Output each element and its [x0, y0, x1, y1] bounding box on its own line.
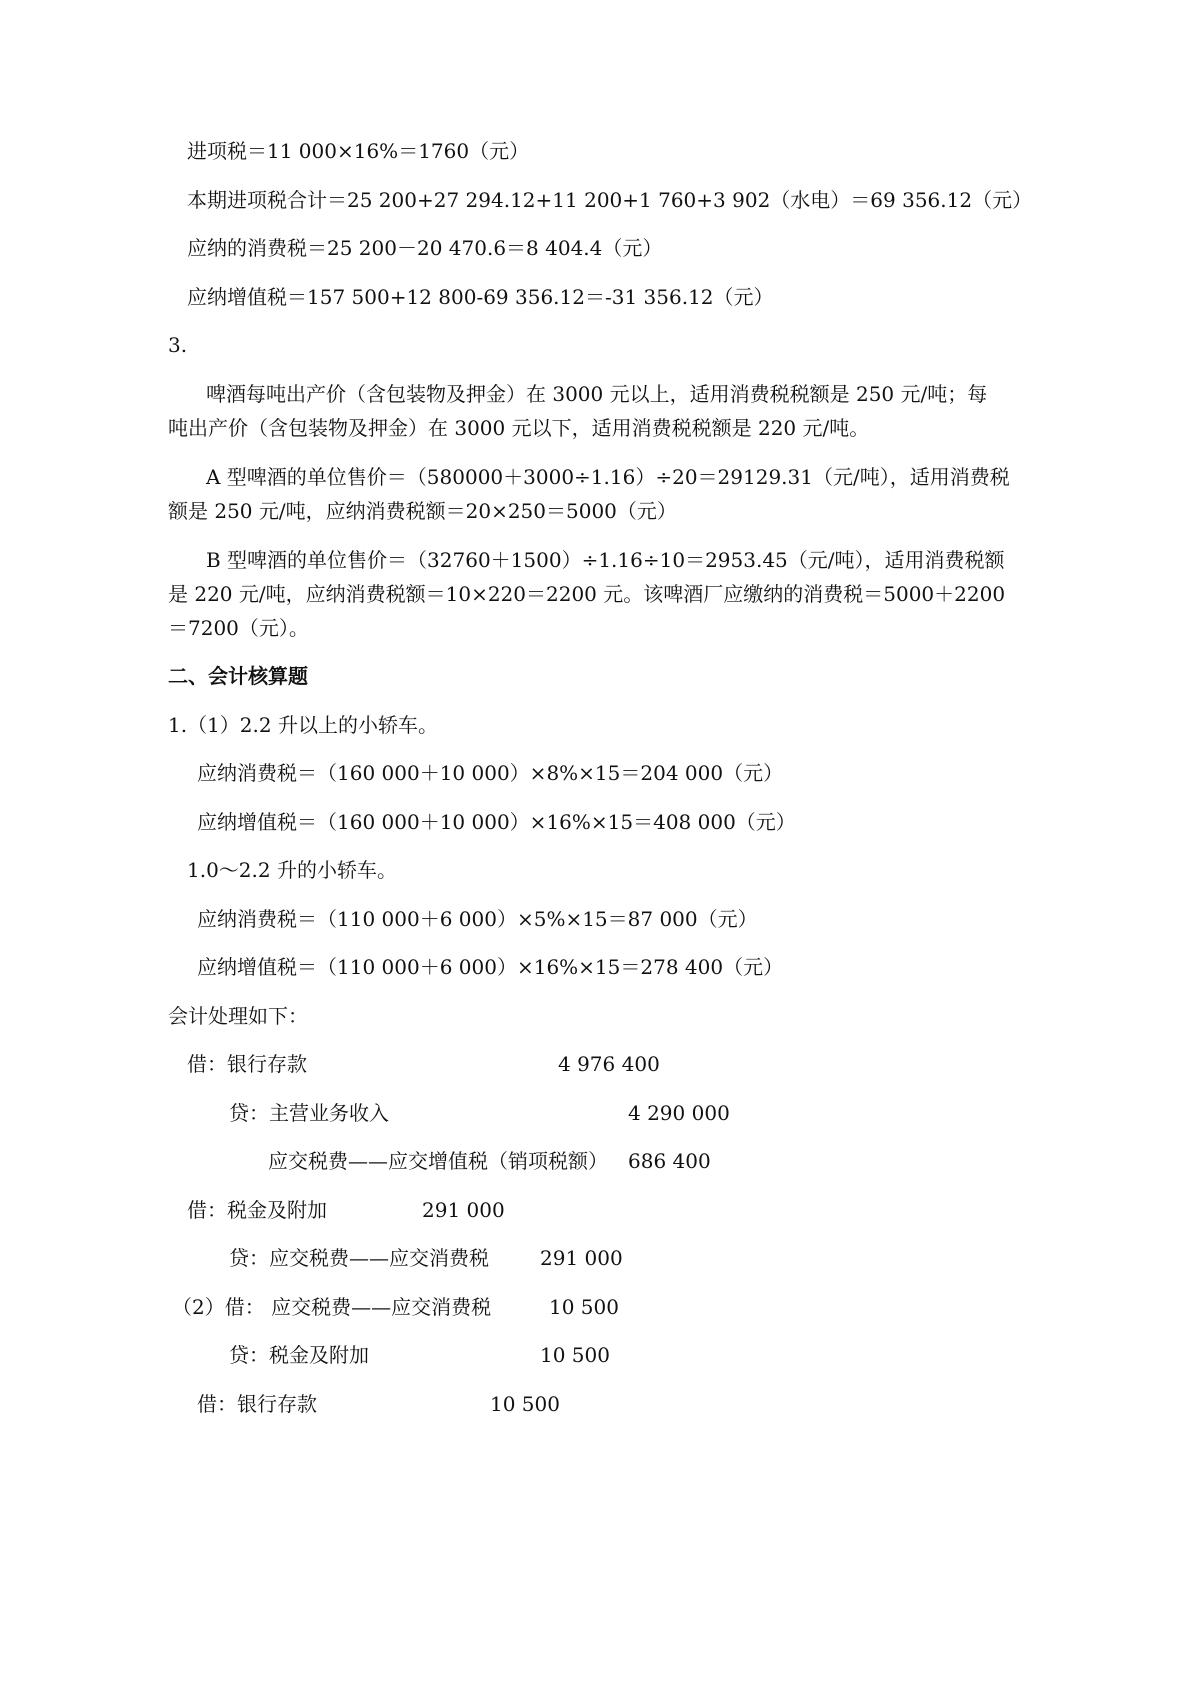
text-line: 应纳的消费税＝25 200－20 470.6＝8 404.4（元） — [187, 236, 663, 260]
entry-label: 贷：主营业务收入 — [229, 1101, 389, 1125]
text-line: 1.（1）2.2 升以上的小轿车。 — [168, 713, 438, 737]
section-number: 3. — [168, 333, 188, 357]
text-line: 啤酒每吨出产价（含包装物及押金）在 3000 元以上，适用消费税税额是 250 元/吨；每 — [206, 382, 988, 406]
entry-amount: 10 500 — [549, 1295, 619, 1319]
section-heading: 二、会计核算题 — [168, 664, 308, 688]
text-line: A 型啤酒的单位售价＝（580000＋3000÷1.16）÷20＝29129.31（元/吨），适用消费税 — [206, 465, 1010, 489]
text-line: 1.0～2.2 升的小轿车。 — [187, 858, 397, 882]
entry-label: 应交税费——应交增值税（销项税额） — [268, 1149, 608, 1173]
entry-amount: 10 500 — [490, 1392, 560, 1416]
text-line: B 型啤酒的单位售价＝（32760＋1500）÷1.16÷10＝2953.45（元/吨），适用消费税额 — [206, 548, 1005, 572]
text-line: 本期进项税合计＝25 200+27 294.12+11 200+1 760+3 902（水电）＝69 356.12（元） — [187, 188, 1033, 212]
text-line: 额是 250 元/吨，应纳消费税额＝20×250＝5000（元） — [168, 499, 677, 523]
text-line: 进项税＝11 000×16%＝1760（元） — [187, 139, 530, 163]
entry-amount: 4 290 000 — [628, 1101, 730, 1125]
text-line: ＝7200（元）。 — [168, 616, 309, 640]
entry-label: （2）借： 应交税费——应交消费税 — [172, 1295, 492, 1319]
text-line: 是 220 元/吨，应纳消费税额＝10×220＝2200 元。该啤酒厂应缴纳的消费税＝5000＋2200 — [168, 582, 1006, 606]
entry-amount: 686 400 — [628, 1149, 711, 1173]
entry-label: 贷：应交税费——应交消费税 — [229, 1246, 489, 1270]
text-line: 吨出产价（含包装物及押金）在 3000 元以下，适用消费税税额是 220 元/吨。 — [168, 416, 870, 440]
entry-label: 借：银行存款 — [187, 1052, 307, 1076]
entry-label: 贷：税金及附加 — [229, 1343, 369, 1367]
entry-label: 借：银行存款 — [197, 1392, 317, 1416]
entry-label: 借：税金及附加 — [187, 1198, 327, 1222]
entry-amount: 291 000 — [422, 1198, 505, 1222]
text-line: 应纳增值税＝（110 000＋6 000）×16%×15＝278 400（元） — [197, 955, 784, 979]
text-line: 会计处理如下： — [168, 1004, 308, 1028]
text-line: 应纳消费税＝（110 000＋6 000）×5%×15＝87 000（元） — [197, 907, 758, 931]
text-line: 应纳消费税＝（160 000＋10 000）×8%×15＝204 000（元） — [197, 761, 784, 785]
entry-amount: 10 500 — [540, 1343, 610, 1367]
text-line: 应纳增值税＝（160 000＋10 000）×16%×15＝408 000（元） — [197, 810, 796, 834]
entry-amount: 4 976 400 — [558, 1052, 660, 1076]
text-line: 应纳增值税＝157 500+12 800-69 356.12＝-31 356.12（元） — [187, 285, 774, 309]
entry-amount: 291 000 — [540, 1246, 623, 1270]
